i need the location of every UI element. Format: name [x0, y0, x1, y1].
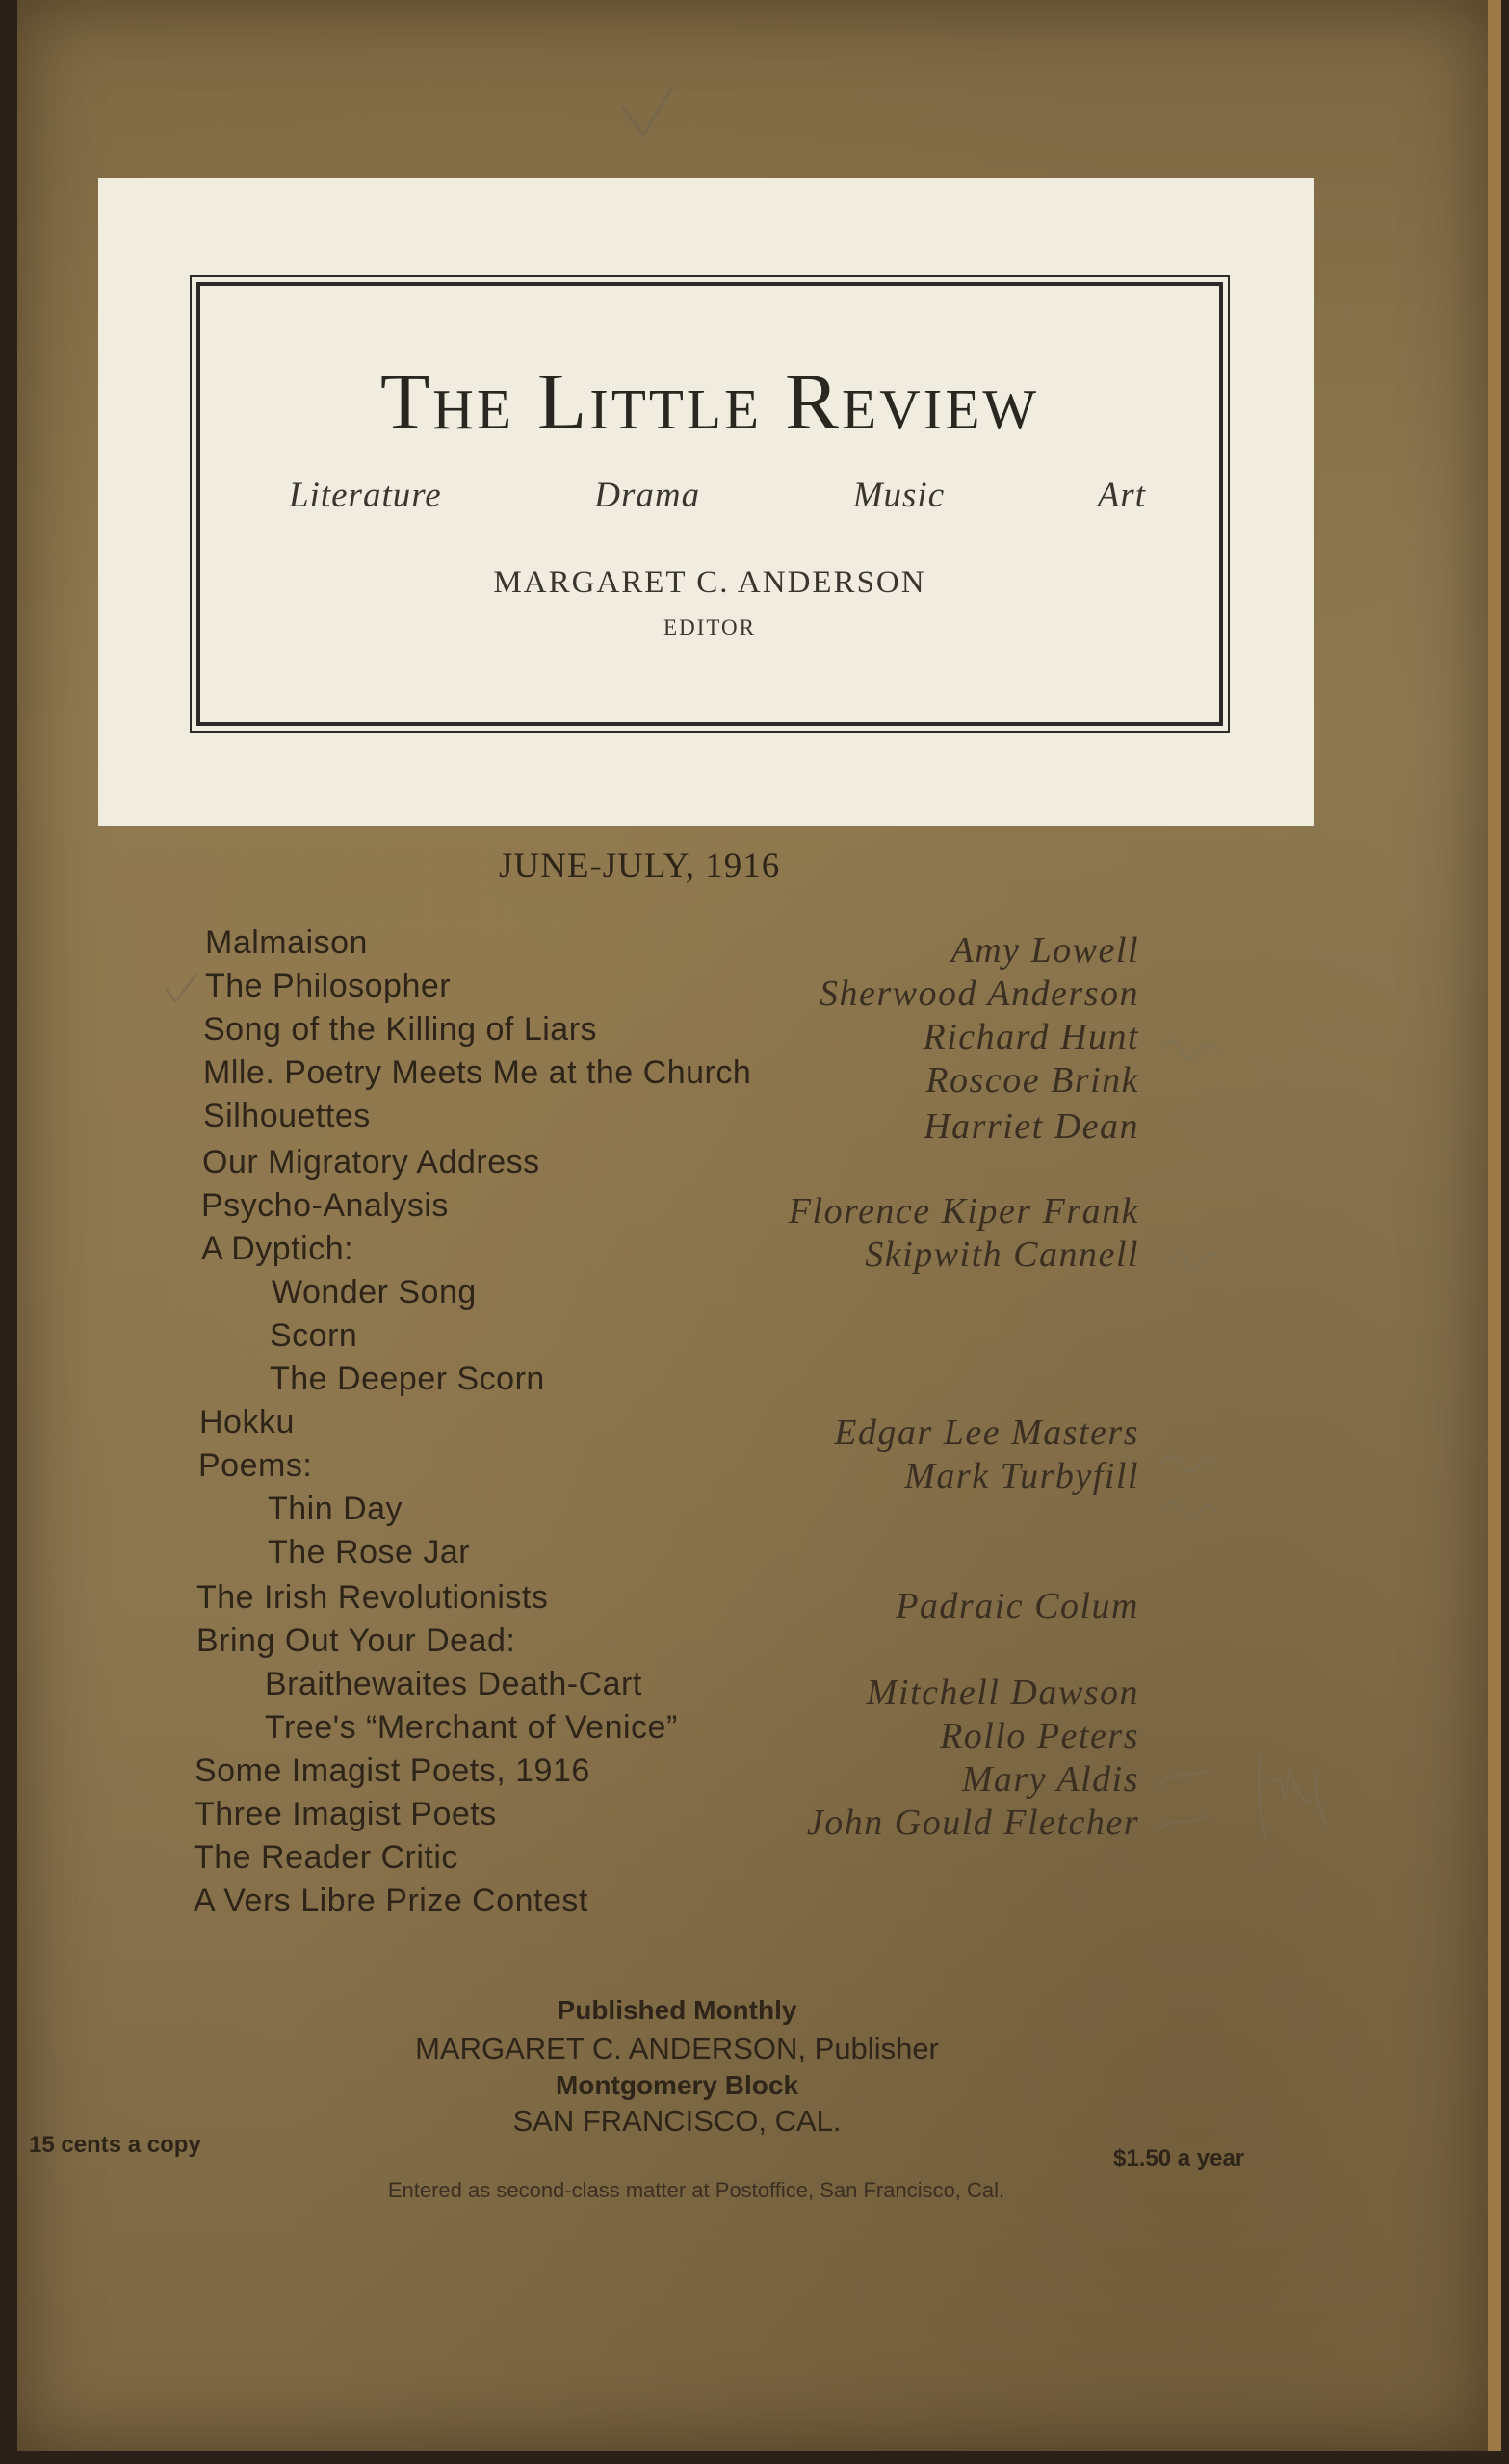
toc-title: Three Imagist Poets: [195, 1796, 497, 1832]
toc-title: Braithewaites Death-Cart: [265, 1666, 642, 1702]
toc-author: Mary Aldis: [961, 1759, 1139, 1800]
toc-title: The Deeper Scorn: [270, 1361, 545, 1397]
toc-title: Bring Out Your Dead:: [196, 1622, 516, 1659]
toc-title: Tree's “Merchant of Venice”: [265, 1709, 678, 1746]
toc-author: Florence Kiper Frank: [788, 1191, 1139, 1232]
toc-title: A Vers Libre Prize Contest: [194, 1882, 588, 1919]
address-line-1: Montgomery Block: [555, 2070, 799, 2100]
toc-author: Amy Lowell: [950, 930, 1139, 971]
issue-date: JUNE-JULY, 1916: [499, 846, 781, 886]
toc-title: A Dyptich:: [201, 1231, 354, 1267]
magazine-cover: [17, 0, 1501, 2451]
toc-title: Mlle. Poetry Meets Me at the Church: [203, 1054, 752, 1091]
toc-author: John Gould Fletcher: [806, 1803, 1139, 1843]
title-label: [98, 178, 1314, 826]
toc-title: Silhouettes: [203, 1098, 371, 1134]
pencil-checkmark-top: [614, 77, 682, 144]
toc-author: Skipwith Cannell: [865, 1234, 1139, 1275]
subject-list: [289, 475, 1146, 516]
toc-author: Roscoe Brink: [925, 1060, 1139, 1101]
toc-title: Poems:: [198, 1447, 313, 1484]
toc-title: The Rose Jar: [268, 1534, 471, 1570]
toc-title: Song of the Killing of Liars: [203, 1011, 598, 1048]
toc-title: The Reader Critic: [194, 1839, 458, 1876]
postal-notice: Entered as second-class matter at Postoffice, San Francisco, Cal.: [387, 2178, 1005, 2202]
subject-literature: Literature: [289, 476, 442, 515]
single-copy-price: 15 cents a copy: [29, 2132, 201, 2158]
toc-title: Malmaison: [205, 924, 368, 961]
pencil-annotations-margin: [1152, 1021, 1344, 1868]
toc-author: Sherwood Anderson: [820, 973, 1139, 1014]
publication-frequency: Published Monthly: [557, 1995, 797, 2025]
toc-title: Wonder Song: [272, 1274, 477, 1310]
toc-title: Our Migratory Address: [202, 1144, 540, 1180]
toc-author: Richard Hunt: [923, 1017, 1139, 1057]
title-frame: [196, 282, 1223, 726]
editor-role: EDITOR: [663, 615, 756, 639]
pencil-checkmark-toc: [162, 971, 200, 1005]
toc-title: Psycho-Analysis: [201, 1187, 449, 1224]
toc-author: Mark Turbyfill: [904, 1456, 1139, 1496]
toc-author: Edgar Lee Masters: [834, 1413, 1139, 1453]
toc-title: Scorn: [270, 1317, 358, 1354]
publisher-line: MARGARET C. ANDERSON, Publisher: [415, 2032, 939, 2065]
toc-title: The Philosopher: [205, 968, 452, 1004]
toc-title: Some Imagist Poets, 1916: [195, 1752, 590, 1789]
subject-art: Art: [1097, 476, 1146, 515]
toc-title: The Irish Revolutionists: [196, 1579, 549, 1616]
subject-drama: Drama: [594, 476, 701, 515]
magazine-title: The Little Review: [379, 357, 1040, 447]
address-line-2: SAN FRANCISCO, CAL.: [512, 2104, 842, 2138]
toc-title: Thin Day: [268, 1491, 403, 1527]
toc-author: Padraic Colum: [896, 1586, 1139, 1626]
annual-price: $1.50 a year: [1113, 2145, 1245, 2171]
toc-author: Rollo Peters: [940, 1716, 1139, 1756]
editor-name: MARGARET C. ANDERSON: [493, 565, 926, 600]
toc-author: Mitchell Dawson: [866, 1673, 1139, 1713]
subject-music: Music: [852, 476, 946, 515]
toc-author: Harriet Dean: [924, 1106, 1139, 1147]
toc-title: Hokku: [199, 1404, 295, 1440]
